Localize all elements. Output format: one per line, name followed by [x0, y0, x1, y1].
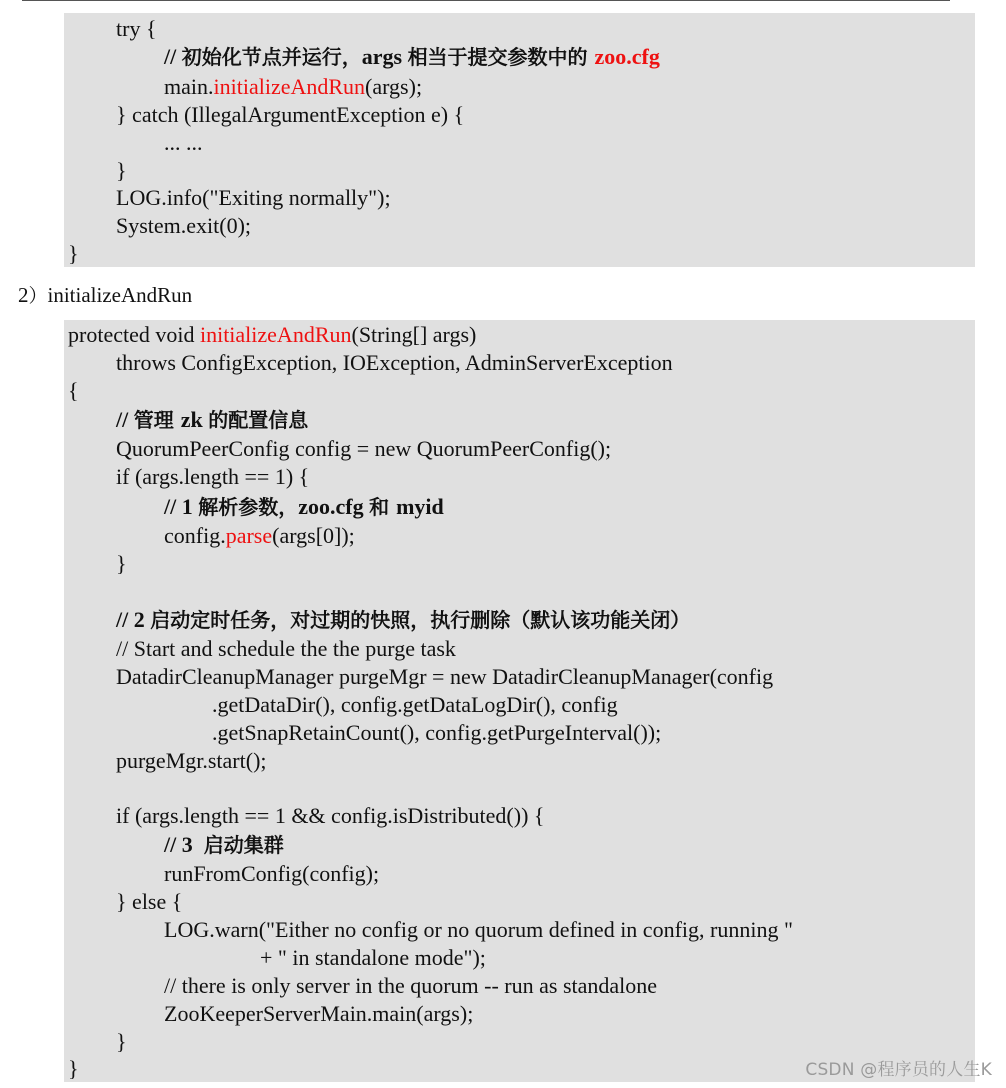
section-heading: 2）initializeAndRun: [18, 283, 193, 307]
code-line: }: [116, 158, 127, 183]
code-line: }: [116, 551, 127, 576]
code-line: throws ConfigException, IOException, AdminServerException: [116, 350, 673, 375]
code-line: .getSnapRetainCount(), config.getPurgeInterval());: [212, 720, 662, 745]
code-line: ZooKeeperServerMain.main(args);: [164, 1001, 474, 1026]
code-line: System.exit(0);: [116, 213, 252, 238]
code-line: if (args.length == 1 && config.isDistributed()) {: [116, 803, 545, 828]
code-line: try {: [116, 16, 157, 41]
code-line: protected void initializeAndRun(String[] args): [68, 322, 477, 347]
code-line: main.initializeAndRun(args);: [164, 74, 423, 99]
code-line: }: [68, 1056, 79, 1081]
code-comment: // Start and schedule the the purge task: [116, 636, 456, 661]
code-comment: // 3 启动集群: [164, 832, 284, 857]
code-line: } else {: [116, 889, 183, 914]
code-line: runFromConfig(config);: [164, 861, 380, 886]
code-line: LOG.info("Exiting normally");: [116, 185, 391, 210]
code-line: purgeMgr.start();: [116, 748, 267, 773]
code-line: ... ...: [164, 130, 203, 155]
top-divider: [22, 0, 950, 1]
code-comment: // 初始化节点并运行，args 相当于提交参数中的 zoo.cfg: [164, 44, 660, 69]
code-line: QuorumPeerConfig config = new QuorumPeerConfig();: [116, 436, 612, 461]
code-line: + " in standalone mode");: [260, 945, 486, 970]
code-line: }: [116, 1029, 127, 1054]
code-line: .getDataDir(), config.getDataLogDir(), config: [212, 692, 618, 717]
code-block-initialize-and-run: [64, 320, 975, 1082]
code-line: } catch (IllegalArgumentException e) {: [116, 102, 465, 127]
code-block-main-snippet: [64, 13, 975, 267]
code-line: {: [68, 378, 79, 403]
code-line: config.parse(args[0]);: [164, 523, 355, 548]
code-line: LOG.warn("Either no config or no quorum defined in config, running ": [164, 917, 793, 942]
code-comment: // 管理 zk 的配置信息: [116, 407, 309, 432]
code-line: DatadirCleanupManager purgeMgr = new DatadirCleanupManager(config: [116, 664, 774, 689]
watermark: CSDN @程序员的人生K: [805, 1060, 992, 1080]
code-comment: // there is only server in the quorum -- run as standalone: [164, 973, 658, 998]
code-comment: // 2 启动定时任务，对过期的快照，执行删除（默认该功能关闭）: [116, 607, 691, 632]
code-line: }: [68, 241, 79, 266]
code-line: if (args.length == 1) {: [116, 464, 310, 489]
code-comment: // 1 解析参数，zoo.cfg 和 myid: [164, 494, 444, 519]
